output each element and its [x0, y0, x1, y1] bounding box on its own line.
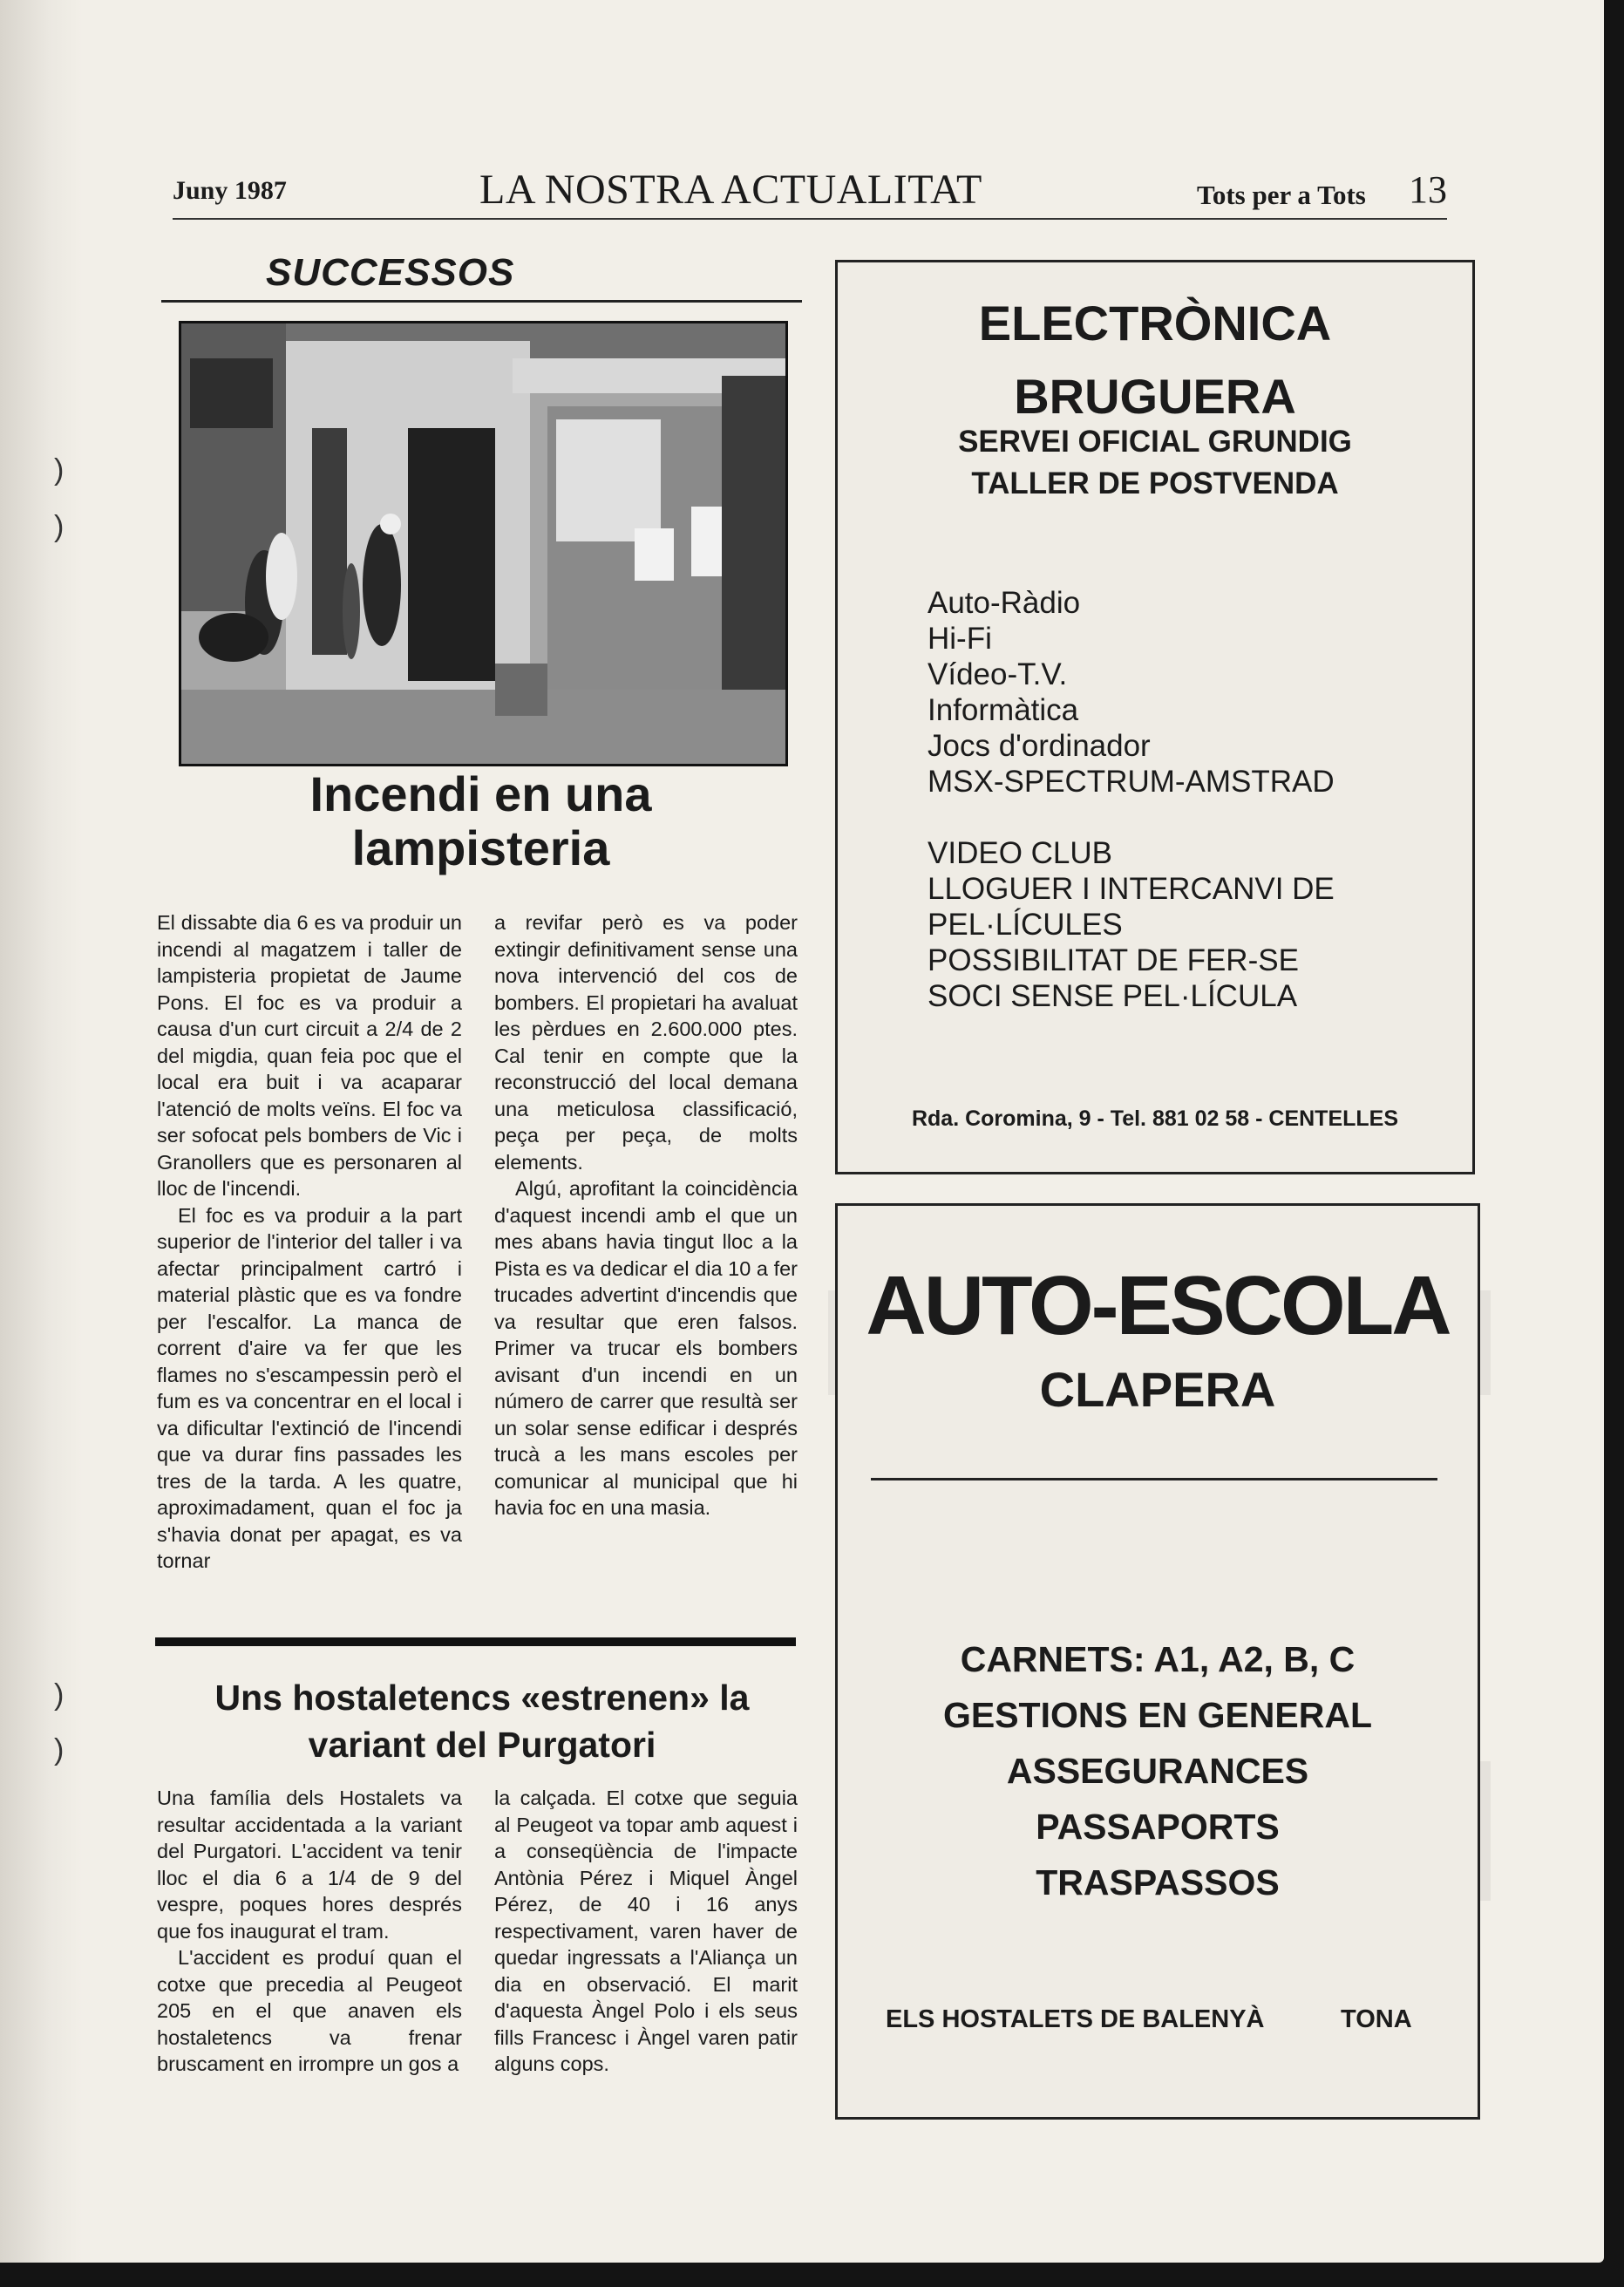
list-item: TRASPASSOS — [1036, 1862, 1280, 1902]
ad-address: Rda. Coromina, 9 - Tel. 881 02 58 - CENTELLES — [911, 1106, 1399, 1131]
list-item: Jocs d'ordinador — [928, 729, 1151, 763]
article-paragraph: L'accident es produí quan el cotxe que precedia al Peugeot 205 en el que anaven els hostaletencs va frenar bruscament en irrompre un gos a — [157, 1946, 462, 2075]
list-item: SOCI SENSE PEL·LÍCULA — [928, 979, 1298, 1013]
list-item: PEL·LÍCULES — [928, 908, 1123, 942]
list-item: LLOGUER I INTERCANVI DE — [928, 872, 1335, 906]
ad-title-line: ELECTRÒNICA — [978, 296, 1332, 351]
article-photo — [179, 321, 788, 766]
headline-line: variant del Purgatori — [308, 1725, 656, 1765]
page-gutter — [0, 0, 83, 2263]
ad-subtitle-line: SERVEI OFICIAL GRUNDIG — [958, 425, 1352, 459]
article-headline — [173, 1674, 792, 1768]
list-item: VIDEO CLUB — [928, 836, 1112, 870]
binding-mark: ) — [54, 1678, 65, 1712]
headline-line: Incendi en una — [309, 766, 652, 821]
article-column — [157, 909, 462, 1575]
section-label: SUCCESSOS — [266, 251, 515, 294]
article-headline — [179, 767, 783, 875]
list-item: MSX-SPECTRUM-AMSTRAD — [928, 765, 1335, 799]
article-paragraph: El dissabte dia 6 es va produir un incendi al magatzem i taller de lampisteria propietat de Jaume Pons. El foc es va produir a causa d'un curt circuit a 2/4 de 2 del migdia, quan feia poc que el local era buit i va acaparar l'atenció de molts veïns. El foc va ser sofocat pels bombers de Vic i Granollers que es personaren al lloc de l'incendi. — [157, 911, 462, 1200]
page-header — [173, 166, 1447, 220]
binding-mark: ) — [54, 510, 65, 543]
ad-location: TONA — [1341, 2005, 1412, 2033]
fire-scene-photo — [181, 323, 785, 764]
page-number: 13 — [1409, 168, 1447, 211]
article-column — [494, 909, 798, 1521]
list-item: Auto-Ràdio — [928, 586, 1081, 620]
list-item: POSSIBILITAT DE FER-SE — [928, 943, 1299, 977]
list-item: PASSAPORTS — [1036, 1807, 1280, 1847]
article-divider — [155, 1637, 796, 1646]
ad-title: AUTO-ESCOLA — [866, 1259, 1450, 1352]
article-column — [494, 1785, 798, 2078]
ad-subtitle — [838, 421, 1472, 505]
issue-date: Juny 1987 — [173, 176, 287, 205]
article-paragraph: a revifar però es va poder extingir definitivament sense una nova intervenció del cos de bombers. El propietari ha avaluat les pèrdues en 2.600.000 ptes. Cal tenir en compte que la reconstrucció del local demana una meticulosa classificació, peça per peça, de molts elements. — [494, 911, 798, 1174]
section-title: LA NOSTRA ACTUALITAT — [479, 167, 982, 213]
ad-location: ELS HOSTALETS DE BALENYÀ — [886, 2005, 1265, 2033]
headline-line: lampisteria — [351, 820, 610, 875]
electronics-advertisement — [835, 260, 1475, 1174]
section-heading — [161, 246, 802, 303]
list-item: CARNETS: A1, A2, B, C — [960, 1639, 1356, 1679]
article-paragraph: Una família dels Hostalets va resultar accidentada a la variant del Purgatori. L'accident va tenir lloc el dia 6 a 1/4 de 9 del vespre, poques hores després que fos inaugurat el tram. — [157, 1787, 462, 1943]
list-item: Vídeo-T.V. — [928, 657, 1068, 691]
article-paragraph: la calçada. El cotxe que seguia al Peugeot va topar amb aquest i a conseqüència de l'impacte Antònia Pérez i Miquel Àngel Pérez, de 40 i 16 anys respectivament, varen haver de quedar ingressats a l'Aliança un dia en observació. El marit d'aquesta Àngel Polo i els seus fills Francesc i Àngel varen patir alguns cops. — [494, 1787, 798, 2075]
article-paragraph: Algú, aprofitant la coincidència d'aquest incendi amb el que un mes abans havia tingut lloc a la Pista es va dedicar el dia 10 a fer trucades advertint d'incendis que va resultar que eren falsos. Primer va trucar els bombers avisant d'un incendi en un número de carrer que resultà ser un solar sense edificar i després trucà a les mans escoles per comunicar al municipal que hi havia foc en una masia. — [494, 1177, 798, 1519]
list-item: Hi-Fi — [928, 622, 992, 656]
ad-video-club-list — [928, 835, 1335, 1014]
ad-services-list — [928, 585, 1335, 800]
binding-mark: ) — [54, 453, 65, 487]
publication-name: Tots per a Tots — [1197, 180, 1366, 210]
binding-mark: ) — [54, 1733, 65, 1766]
list-item: ASSEGURANCES — [1006, 1751, 1309, 1791]
ad-title — [838, 287, 1472, 433]
ad-services-list — [838, 1631, 1478, 1910]
headline-line: Uns hostaletencs «estrenen» la — [214, 1678, 750, 1718]
ad-subtitle: CLAPERA — [1039, 1362, 1276, 1417]
driving-school-advertisement — [835, 1203, 1480, 2120]
ad-divider — [871, 1478, 1437, 1480]
article-column — [157, 1785, 462, 2078]
article-paragraph: El foc es va produir a la part superior de l'interior del taller i va afectar principalment cartró i material plàstic que es va fondre per l'escalfor. La manca de corrent d'aire va fer que les flames no s'escampessin però el fum es va concentrar en el local i va dificultar l'extinció de l'incendi que va durar fins passades les tres de la tarda. A les quatre, aproximadament, quan el foc ja s'havia donat per apagat, es va tornar — [157, 1203, 462, 1572]
ad-subtitle-line: TALLER DE POSTVENDA — [971, 466, 1339, 500]
ad-title-line: BRUGUERA — [1014, 369, 1296, 424]
list-item: Informàtica — [928, 693, 1079, 727]
list-item: GESTIONS EN GENERAL — [942, 1695, 1373, 1735]
